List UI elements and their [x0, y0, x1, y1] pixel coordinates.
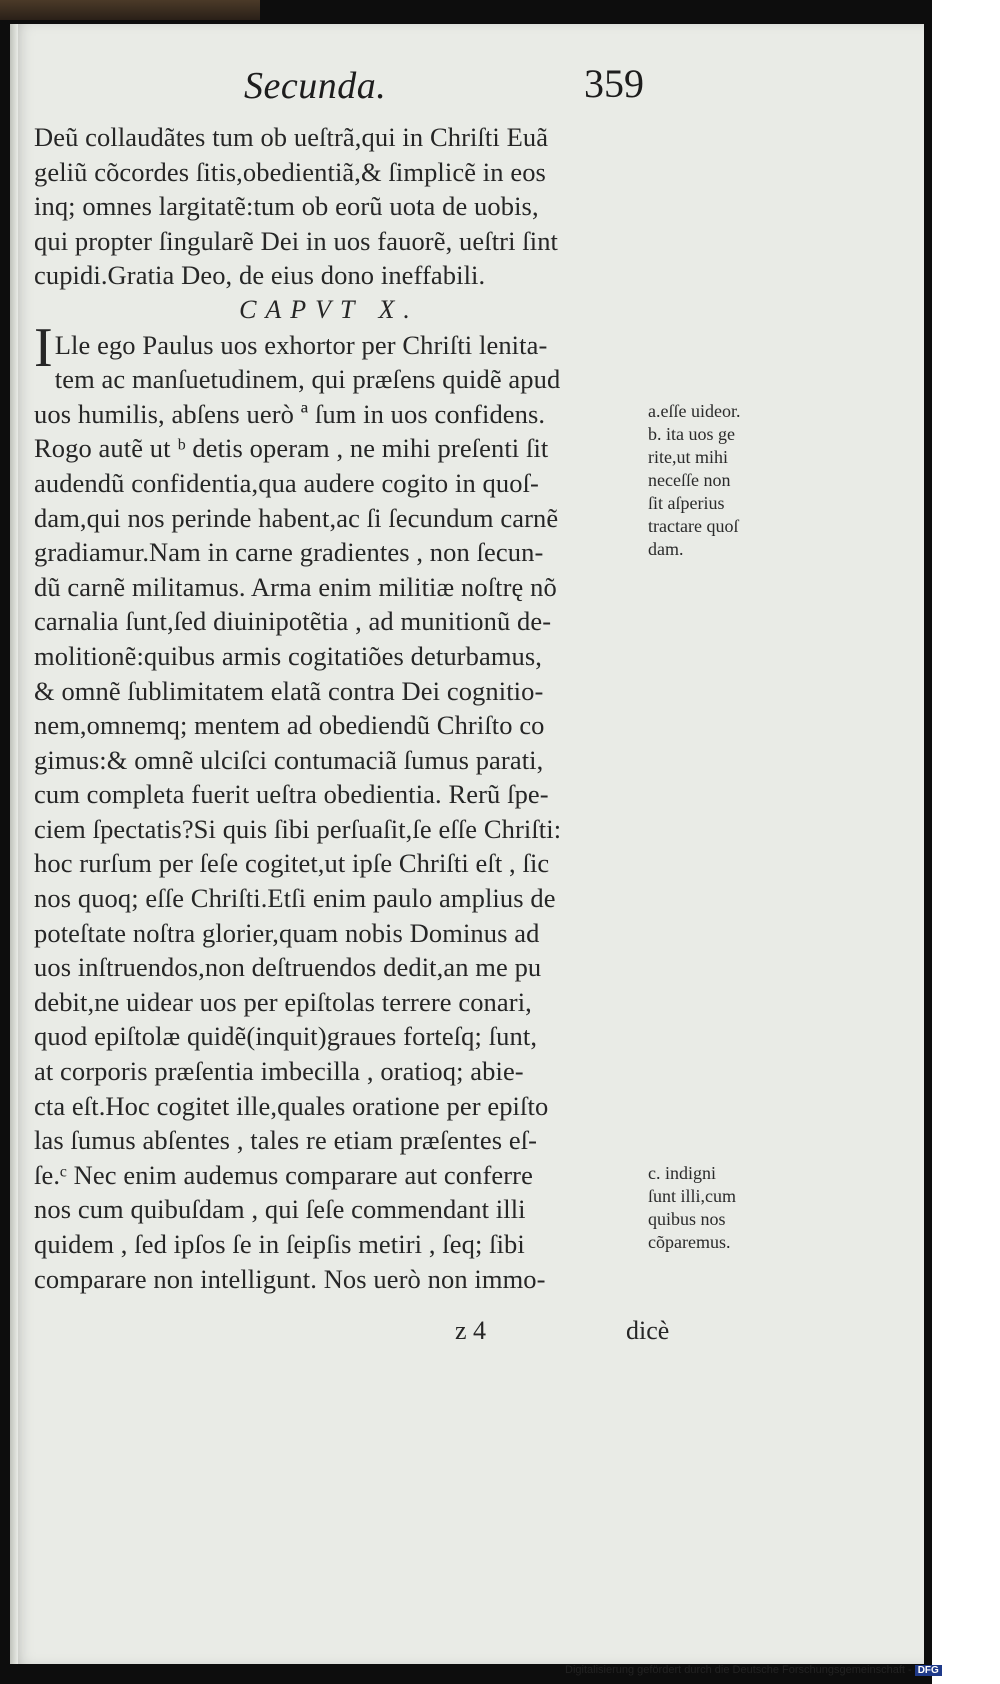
- text-line: molitionẽ:quibus armis cogitatiões deturbamus,: [34, 640, 543, 671]
- marginal-note-line: dam.: [648, 539, 684, 559]
- marginal-note-line: tractare quoſ: [648, 516, 739, 536]
- catchword: dicè: [626, 1316, 670, 1345]
- text-line: hoc rurſum per ſeſe cogitet,ut ipſe Chriſti eſt , ſic: [34, 848, 550, 879]
- text-line: las ſumus abſentes , tales re etiam præſentes eſ-: [34, 1125, 538, 1156]
- text-line: cupidi.Gratia Deo, de eius dono ineffabili.: [34, 260, 486, 291]
- text-line: dũ carnẽ militamus. Arma enim militiæ noſtrę nõ: [34, 571, 557, 602]
- text-line: quidem , ſed ipſos ſe in ſeipſis metiri , ſeq; ſibi: [34, 1229, 525, 1259]
- text-line: Lle ego Paulus uos exhortor per Chriſti lenita-: [54, 329, 548, 360]
- text-line: Deũ collaudãtes tum ob ueſtrã,qui in Chriſti Euã: [34, 122, 549, 152]
- text-line: quod epiſtolæ quidẽ(inquit)graues forteſq; ſunt,: [34, 1021, 538, 1052]
- digitization-credit: [565, 1664, 942, 1676]
- text-line: uos inſtruendos,non deſtruendos dedit,an me pu: [34, 952, 542, 983]
- text-line: uos humilis, abſens uerò ª ſum in uos confidens.: [34, 398, 546, 429]
- text-line: gradiamur.Nam in carne gradientes , non ſecun-: [34, 537, 544, 568]
- chapter-first-line: [34, 316, 684, 379]
- text-line: audendũ confidentia,qua audere cogito in quoſ-: [34, 467, 539, 498]
- text-line: geliũ cõcordes ſitis,obedientiã,& ſimplicẽ in eos: [34, 156, 546, 187]
- main-text-block: [34, 120, 684, 1296]
- text-line: nos cum quibuſdam , qui ſeſe commendant illi: [34, 1194, 526, 1225]
- marginal-note-c: [648, 1162, 798, 1254]
- drop-initial: I: [34, 316, 53, 379]
- running-head: Secunda.: [244, 65, 387, 107]
- text-line: gimus:& omnẽ ulciſci contumaciã ſumus parati,: [34, 744, 544, 775]
- text-line: dam,qui nos perinde habent,ac ſi ſecundum carnẽ: [34, 502, 559, 533]
- text-line: ſe.ᶜ Nec enim audemus comparare aut conferre: [34, 1159, 533, 1190]
- text-line: Rogo autẽ ut ᵇ detis operam , ne mihi preſenti ſit: [34, 433, 549, 464]
- page-number: 359: [584, 61, 644, 106]
- scan-border-strip: [0, 0, 260, 20]
- text-line: debit,ne uidear uos per epiſtolas terrere conari,: [34, 986, 532, 1017]
- marginal-note-line: neceſſe non: [648, 470, 731, 490]
- page-gutter-shadow: [10, 24, 18, 1664]
- chapter-heading: CAPVT X.: [239, 294, 419, 324]
- marginal-note-line: ſunt illi,cum: [648, 1186, 736, 1206]
- marginal-note-line: b. ita uos ge: [648, 424, 735, 444]
- marginal-note-line: c. indigni: [648, 1163, 716, 1183]
- text-line: tem ac manſuetudinem, qui præſens quidẽ apud: [54, 364, 561, 395]
- marginal-note-ab: [648, 400, 798, 561]
- text-line: carnalia ſunt,ſed diuinipotẽtia , ad munitionũ de-: [34, 606, 552, 637]
- text-line: at corporis præſentia imbecilla , oratioq; abie-: [34, 1056, 524, 1087]
- credit-text: Digitalisierung gefördert durch die Deutsche Forschungsgemeinschaft -: [565, 1664, 912, 1676]
- text-line: inq; omnes largitatẽ:tum ob eorũ uota de uobis,: [34, 191, 539, 222]
- text-line: cum completa fuerit ueſtra obedientia. Rerũ ſpe-: [34, 779, 549, 810]
- text-line: nos quoq; eſſe Chriſti.Etſi enim paulo amplius de: [34, 883, 556, 914]
- marginal-note-line: rite,ut mihi: [648, 447, 728, 467]
- text-line: comparare non intelligunt. Nos uerò non immo-: [34, 1263, 546, 1294]
- text-line: nem,omnemq; mentem ad obediendũ Chriſto co: [34, 710, 545, 741]
- marginal-note-line: quibus nos: [648, 1209, 726, 1229]
- text-line: qui propter ſingularẽ Dei in uos fauorẽ, ueſtri ſint: [34, 225, 559, 256]
- text-line: ciem ſpectatis?Si quis ſibi perſuaſit,ſe eſſe Chriſti:: [34, 813, 562, 844]
- marginal-note-line: ſit aſperius: [648, 493, 725, 513]
- marginal-note-line: a.eſſe uideor.: [648, 401, 741, 421]
- text-line: & omnẽ ſublimitatem elatã contra Dei cognitio-: [34, 675, 544, 706]
- text-line: cta eſt.Hoc cogitet ille,quales oratione per epiſto: [34, 1090, 549, 1121]
- dfg-logo: DFG: [915, 1665, 942, 1676]
- signature-mark: z 4: [455, 1316, 487, 1345]
- marginal-note-line: cõparemus.: [648, 1232, 731, 1252]
- text-line: poteſtate noſtra glorier,quam nobis Dominus ad: [34, 917, 540, 948]
